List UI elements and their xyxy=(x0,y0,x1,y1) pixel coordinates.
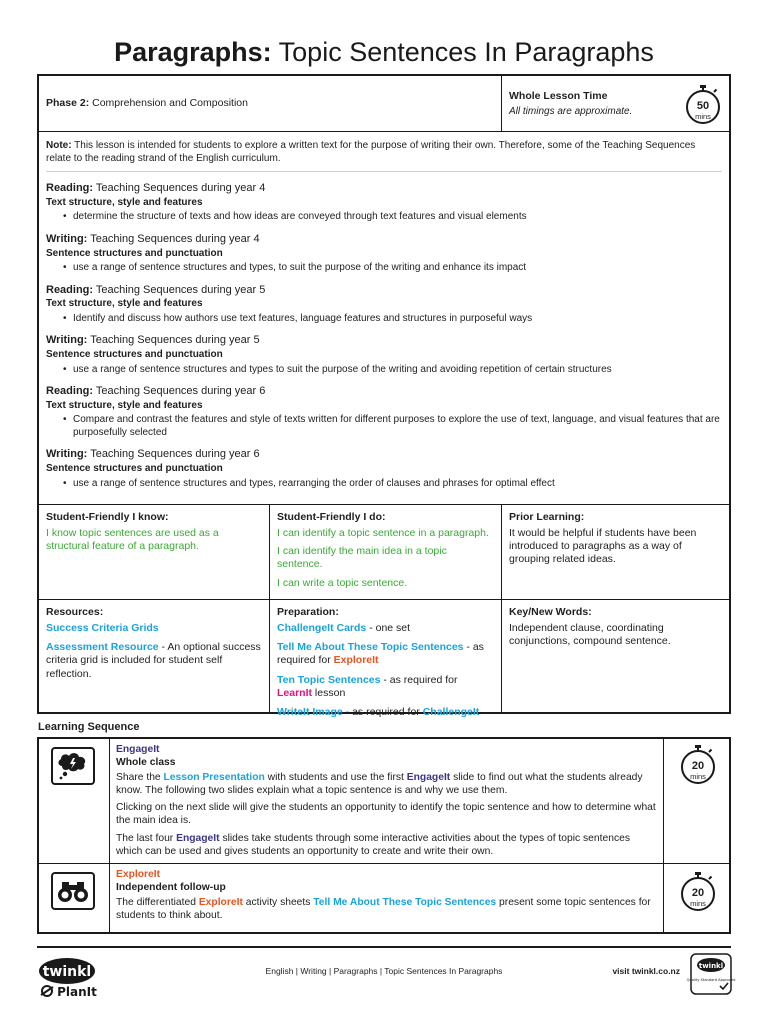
prep-link[interactable]: WriteIt Image xyxy=(277,705,343,718)
preparation-label: Preparation: xyxy=(277,606,339,618)
prep-item xyxy=(277,706,494,719)
resource-item xyxy=(46,641,262,680)
know-text: I know topic sentences are used as a structural feature of a paragraph. xyxy=(46,527,219,553)
do-item: I can write a topic sentence. xyxy=(277,576,408,589)
strand-bullet: • use a range of sentence structures and types, rearranging the order of clauses and phrases for optimal effect xyxy=(63,478,722,491)
engage-paragraph: Clicking on the next slide will give the students an opportunity to identify the topic sentence and how to determine what the main idea is. xyxy=(116,802,656,827)
engage-mode: Whole class xyxy=(116,756,176,768)
explore-minutes-unit: mins xyxy=(690,899,706,908)
strand-heading: Teaching Sequences during year 6 xyxy=(87,448,260,461)
lesson-time-note: All timings are approximate. xyxy=(509,106,633,118)
know-label: Student-Friendly I know: xyxy=(46,511,169,523)
phase-name: ExploreIt xyxy=(198,896,243,908)
logo-bottom-text: PlanIt xyxy=(57,985,97,999)
title-rest: Topic Sentences In Paragraphs xyxy=(271,37,654,67)
binoculars-icon xyxy=(51,872,95,910)
explore-time-cell xyxy=(663,864,729,932)
twinkl-planit-logo xyxy=(37,955,107,1000)
keywords-cell xyxy=(501,600,729,714)
phase-cell xyxy=(39,76,501,131)
strand-label: Reading: xyxy=(46,283,94,296)
quality-badge xyxy=(686,953,736,995)
explore-minutes: 20 xyxy=(691,887,705,899)
resources-cell xyxy=(39,600,269,714)
curriculum-block xyxy=(46,448,722,490)
prep-item xyxy=(277,622,494,635)
strand-label: Writing: xyxy=(46,448,88,461)
prep-text: lesson xyxy=(312,686,346,699)
preparation-cell xyxy=(269,600,501,718)
curriculum-cell xyxy=(39,132,729,504)
prep-phase: LearnIt xyxy=(277,686,313,699)
curriculum-row xyxy=(39,132,729,505)
explore-icon-cell xyxy=(39,864,109,932)
do-cell xyxy=(269,505,501,599)
lesson-time-label: Whole Lesson Time xyxy=(509,90,608,102)
footer-breadcrumb: English | Writing | Paragraphs | Topic Sentences In Paragraphs xyxy=(265,966,503,976)
phase-name: EngageIt xyxy=(176,833,220,845)
engage-minutes: 20 xyxy=(691,760,705,772)
phase-name: EngageIt xyxy=(406,771,451,783)
activity-sheet-link[interactable]: Tell Me About These Topic Sentences xyxy=(313,896,497,908)
objectives-row xyxy=(39,505,729,600)
prep-text: - as required for xyxy=(380,673,458,686)
strand-sub: Text structure, style and features xyxy=(46,399,203,411)
keywords-text: Independent clause, coordinating conjunctions, compound sentence. xyxy=(509,622,671,648)
engage-paragraph xyxy=(116,772,657,798)
curriculum-block xyxy=(46,233,722,275)
page-title xyxy=(0,36,768,70)
prep-phase: ExploreIt xyxy=(333,654,379,667)
footer-divider xyxy=(37,946,731,948)
explore-phase: ExploreIt xyxy=(116,869,161,880)
lesson-plan-table xyxy=(37,74,731,718)
lesson-minutes-unit: mins xyxy=(695,112,711,121)
strand-label: Reading: xyxy=(46,385,94,397)
engage-time-cell xyxy=(663,739,729,863)
note xyxy=(46,140,722,165)
prior-label: Prior Learning: xyxy=(509,511,585,523)
text: Share the xyxy=(116,771,164,783)
lesson-minutes: 50 xyxy=(696,100,710,112)
explore-body xyxy=(109,864,663,932)
strand-sub: Sentence structures and punctuation xyxy=(46,247,223,259)
badge-top-text: twinkl xyxy=(698,962,724,970)
strand-label: Writing: xyxy=(46,232,88,245)
lesson-time-cell xyxy=(501,76,729,131)
badge-bottom-text: Quality Standard Approved xyxy=(686,978,736,982)
strand-sub: Text structure, style and features xyxy=(46,298,203,310)
text: slide to find out what the students already know. The following two slides explain what a topic sentence is and why we use them. xyxy=(116,771,643,796)
curriculum-block xyxy=(46,334,722,376)
strand-sub: Sentence structures and punctuation xyxy=(46,463,223,474)
strand-heading: Teaching Sequences during year 4 xyxy=(93,182,266,194)
text: activity sheets xyxy=(242,896,314,908)
sequence-table xyxy=(37,737,731,934)
strand-heading: Teaching Sequences during year 5 xyxy=(93,283,266,296)
strand-bullet: • Identify and discuss how authors use text features, language features and structures in purposeful ways xyxy=(63,313,722,326)
strand-bullet: • use a range of sentence structures and types to suit the purpose of the writing and avoiding repetition of certain structures xyxy=(63,364,722,377)
prep-text: - one set xyxy=(366,622,411,635)
prep-link[interactable]: ChallengeIt Cards xyxy=(277,622,367,635)
explore-row xyxy=(39,864,729,932)
text: slides take students through some interactive activities about the types of topic sentences which can be used and gives students an opportunity to create and write their own. xyxy=(116,833,630,858)
logo-top-text: twinkl xyxy=(42,964,92,980)
do-item: I can identify the main idea in a topic sentence. xyxy=(277,545,447,571)
explore-paragraph xyxy=(116,897,657,923)
note-label: Note: xyxy=(46,140,72,151)
strand-bullet: • determine the structure of texts and how ideas are conveyed through text features and visual elements xyxy=(63,211,722,224)
curriculum-block xyxy=(46,385,722,439)
explore-timer xyxy=(680,870,716,910)
prep-text: - as required for xyxy=(342,705,423,718)
resource-text: - An optional success criteria grid is included for student self reflection. xyxy=(46,641,261,680)
prior-text: It would be helpful if students have been introduced to paragraphs as a way of grouping related ideas. xyxy=(509,527,697,566)
explore-mode: Independent follow-up xyxy=(116,881,226,893)
lesson-presentation-link[interactable]: Lesson Presentation xyxy=(163,771,265,783)
phase-row xyxy=(39,76,729,132)
do-item: I can identify a topic sentence in a paragraph. xyxy=(277,527,489,540)
engage-minutes-unit: mins xyxy=(690,772,706,781)
footer-visit-link[interactable]: visit twinkl.co.nz xyxy=(612,966,680,976)
strand-bullet: • use a range of sentence structures and types, to suit the purpose of the writing and enhance its impact xyxy=(63,262,722,275)
phase-value: Comprehension and Composition xyxy=(89,97,248,109)
text: The last four xyxy=(116,833,177,845)
strand-bullet: • Compare and contrast the features and style of texts written for different purposes to explore the use of text, language, and visual features that are purposefully selected xyxy=(63,414,722,439)
strand-heading: Teaching Sequences during year 4 xyxy=(87,232,260,245)
prep-item xyxy=(277,674,494,700)
engage-row xyxy=(39,739,729,864)
prep-link[interactable]: Tell Me About These Topic Sentences xyxy=(277,641,464,654)
thought-bubble-icon xyxy=(51,747,95,785)
prior-cell xyxy=(501,505,729,599)
prep-link[interactable]: Ten Topic Sentences xyxy=(277,673,381,686)
strand-label: Writing: xyxy=(46,334,88,347)
engage-phase: EngageIt xyxy=(116,744,160,755)
curriculum-block xyxy=(46,182,722,224)
engage-icon-cell xyxy=(39,739,109,863)
title-bold: Paragraphs: xyxy=(114,37,272,67)
resource-link[interactable]: Success Criteria Grids xyxy=(46,622,159,635)
resource-link[interactable]: Assessment Resource xyxy=(46,641,159,654)
phase-label: Phase 2: xyxy=(46,97,90,109)
engage-timer xyxy=(680,743,716,783)
divider xyxy=(46,171,722,172)
strand-sub: Sentence structures and punctuation xyxy=(46,349,223,360)
do-label: Student-Friendly I do: xyxy=(277,511,386,523)
strand-sub: Text structure, style and features xyxy=(46,196,203,208)
keywords-label: Key/New Words: xyxy=(509,606,592,618)
strand-heading: Teaching Sequences during year 5 xyxy=(87,334,260,347)
lesson-timer xyxy=(685,83,721,123)
sequence-heading: Learning Sequence xyxy=(38,721,140,733)
prep-item xyxy=(277,641,494,667)
resources-label: Resources: xyxy=(46,606,104,618)
note-text: This lesson is intended for students to explore a written text for the purpose of writing their own. Therefore, some of the Teaching Sequences relate to the reading strand of the English curriculum. xyxy=(46,140,696,164)
know-cell xyxy=(39,505,269,599)
strand-heading: Teaching Sequences during year 6 xyxy=(93,385,266,397)
prep-phase: ChallengeIt xyxy=(422,705,480,718)
engage-paragraph xyxy=(116,833,657,859)
text: present some topic sentences for students to think about. xyxy=(116,896,651,921)
resources-row xyxy=(39,600,729,718)
engage-body xyxy=(109,739,663,863)
curriculum-block xyxy=(46,284,722,326)
text: with students and use the first xyxy=(264,771,407,783)
strand-label: Reading: xyxy=(46,182,94,194)
prep-text: - as required for xyxy=(277,641,484,667)
text: The differentiated xyxy=(116,896,199,908)
